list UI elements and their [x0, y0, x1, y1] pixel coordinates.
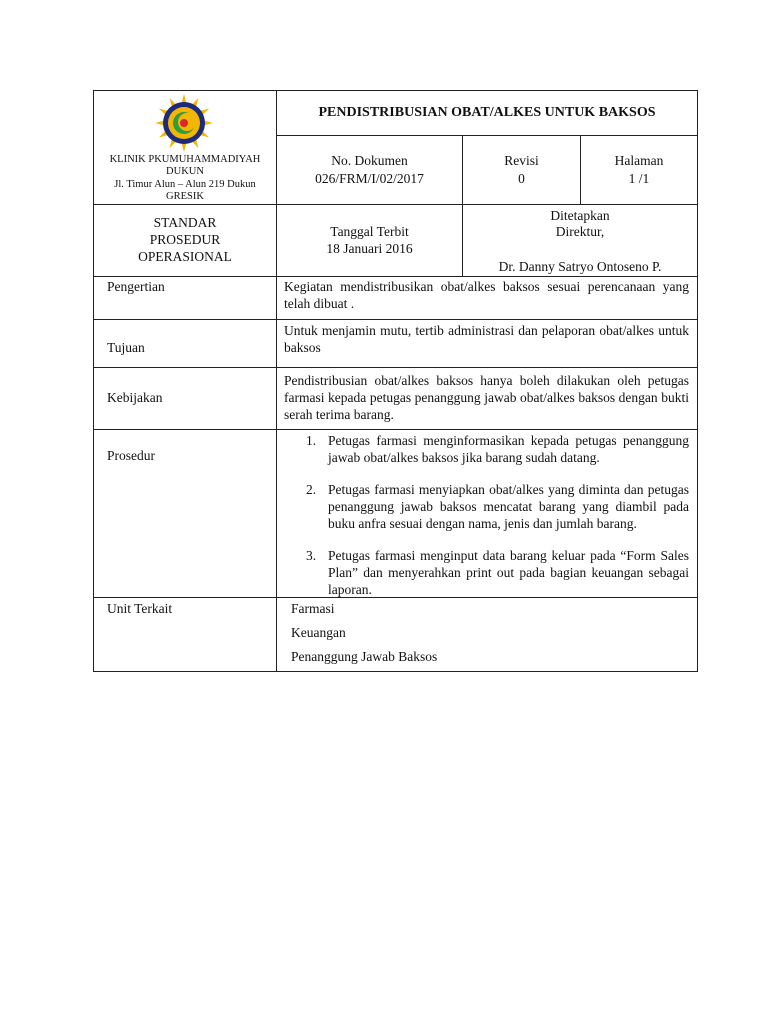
- sop-line-3: OPERASIONAL: [138, 249, 232, 264]
- halaman-value: 1 /1: [628, 171, 650, 186]
- prosedur-step-text: Petugas farmasi menginformasikan kepada petugas penanggung jawab obat/alkes baksos jika barang sudah datang.: [328, 433, 689, 465]
- tujuan-text: Untuk menjamin mutu, tertib administrasi dan pelaporan obat/alkes untuk baksos: [284, 323, 689, 355]
- tanggal-value: 18 Januari 2016: [326, 241, 413, 256]
- unit-terkait-label: Unit Terkait: [107, 601, 173, 616]
- prosedur-step-number: 3.: [306, 548, 317, 563]
- sop-line-1: STANDAR: [153, 215, 217, 230]
- revisi-label: Revisi: [504, 153, 539, 168]
- tujuan-label: Tujuan: [107, 340, 145, 355]
- prosedur-label: Prosedur: [107, 448, 155, 463]
- prosedur-step-number: 1.: [306, 433, 317, 448]
- kebijakan-text: Pendistribusian obat/alkes baksos hanya boleh dilakukan oleh petugas farmasi kepada petugas penanggung jawab obat/alkes baksos dengan bukti serah terima barang.: [284, 373, 689, 422]
- unit-terkait-item: Keuangan: [291, 625, 346, 640]
- unit-terkait-item: Penanggung Jawab Baksos: [291, 649, 438, 664]
- clinic-logo: [148, 92, 220, 152]
- clinic-address: Jl. Timur Alun – Alun 219 Dukun GRESIK: [114, 179, 256, 202]
- direktur-name: Dr. Danny Satryo Ontoseno P.: [498, 259, 662, 274]
- doc-no-value: 026/FRM/I/02/2017: [315, 171, 424, 186]
- revisi-value: 0: [518, 171, 525, 186]
- prosedur-list: [306, 432, 689, 596]
- clinic-name: KLINIK PKUMUHAMMADIYAH DUKUN: [109, 154, 261, 177]
- prosedur-step-text: Petugas farmasi menyiapkan obat/alkes yang diminta dan petugas penanggung jawab baksos mencatat barang yang diambil pada buku anfra sesuai dengan nama, jenis dan jumlah barang.: [328, 482, 689, 531]
- kebijakan-label: Kebijakan: [107, 390, 163, 405]
- halaman-label: Halaman: [614, 153, 664, 168]
- direktur-label: Direktur,: [555, 224, 605, 239]
- prosedur-step-text: Petugas farmasi menginput data barang keluar pada “Form Sales Plan” dan menyerahkan print out pada bagian keuangan sebagai laporan.: [328, 548, 689, 597]
- ditetapkan-label: Ditetapkan: [550, 208, 610, 223]
- doc-no-label: No. Dokumen: [331, 153, 408, 168]
- prosedur-step-number: 2.: [306, 482, 317, 497]
- sop-line-2: PROSEDUR: [149, 232, 221, 247]
- pengertian-label: Pengertian: [107, 279, 165, 294]
- document-title: PENDISTRIBUSIAN OBAT/ALKES UNTUK BAKSOS: [318, 105, 656, 120]
- unit-terkait-item: Farmasi: [291, 601, 335, 616]
- tanggal-label: Tanggal Terbit: [330, 224, 409, 239]
- pengertian-text: Kegiatan mendistribusikan obat/alkes baksos sesuai perencanaan yang telah dibuat .: [284, 279, 689, 311]
